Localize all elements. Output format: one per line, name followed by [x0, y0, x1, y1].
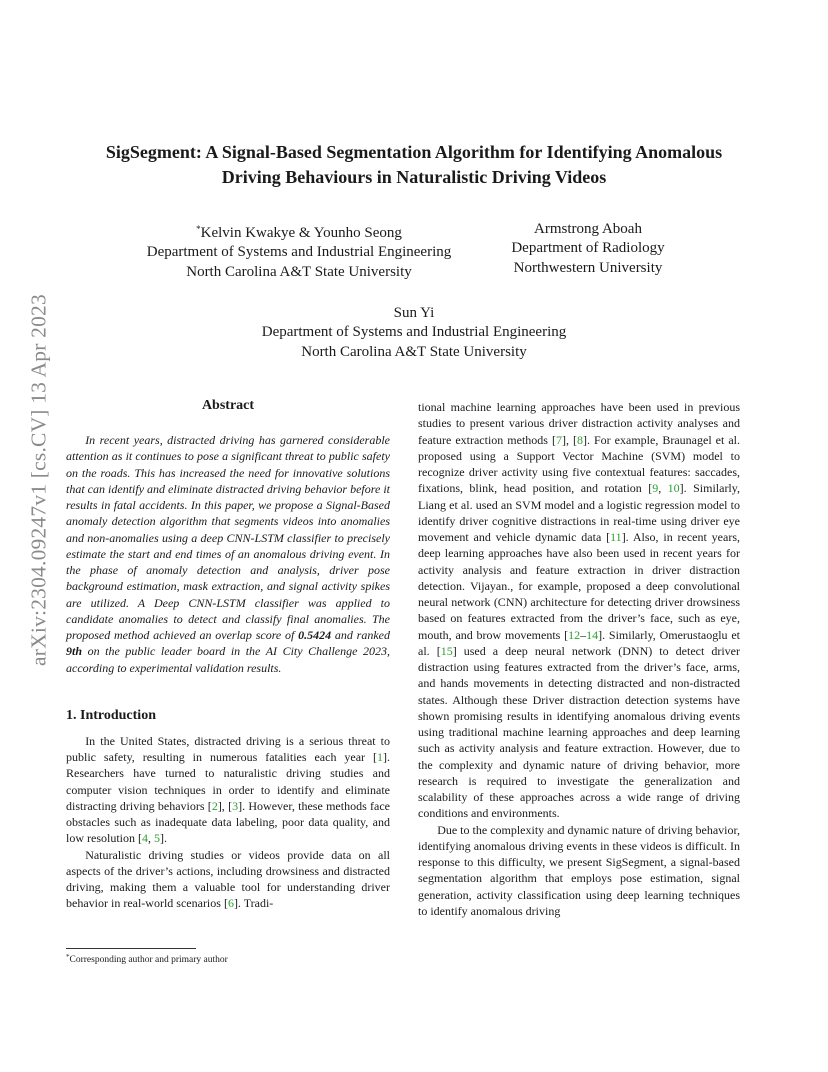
author-group-2 [488, 220, 688, 278]
abstract-part: on the public leader board in the AI City Challenge 2023, according to experimental validation results. [66, 644, 390, 675]
citation-link[interactable]: 2 [211, 798, 218, 813]
author-names: Sun Yi [393, 305, 435, 321]
intro-paragraph-3: Due to the complexity and dynamic nature of driving behavior, identifying anomalous driving events in these videos is difficult. In response to this difficulty, we present SigSegment, a signal-based segmentation algorithm that employs pose estimation, signal generation, activity classification using deep learning techniques to identify anomalous driving [418, 822, 740, 918]
text-run: In the United States, distracted driving is a serious threat to public safety, resulting in numerous fatalities each year [ [66, 733, 390, 764]
author-group-3 [164, 304, 664, 362]
abstract-part: and ranked [331, 628, 390, 642]
citation-link[interactable]: 3 [232, 798, 239, 813]
text-run: ]. For example, Braunagel et al. proposed using a Support Vector Machine (SVM) model to recognize driver activity using five contextual features: saccades, fixations, blink, head position, and rotation [ [418, 432, 740, 496]
text-run: ]. Also, in recent years, deep learning approaches have also been used in recent years for activity analysis and feature extraction in driver distraction detection. Vijayan., for example, proposed a deep convolutional neural network (CNN) architecture for detecting driver drowsiness based on features extracted from the driver’s face, such as eye, mouth, and brow movements [ [418, 530, 740, 642]
author-department: Department of Systems and Industrial Engineering [261, 324, 567, 341]
arxiv-identifier: arXiv:2304.09247v1 [cs.CV] 13 Apr 2023 [26, 294, 51, 666]
text-run: ]. Similarly, Liang et al. used an SVM model and a logistic regression model to identify driver cognitive distractions in real-time using driver eye movement and vehicle dynamic data [ [418, 481, 740, 544]
author-institution: North Carolina A&T State University [301, 343, 527, 360]
citation-link[interactable]: 1 [377, 750, 383, 764]
citation-link[interactable]: 7 [555, 432, 562, 447]
paper-title [60, 140, 768, 190]
citation-link[interactable]: 5 [154, 831, 160, 846]
citation-link[interactable]: 8 [577, 432, 583, 447]
author-names: Kelvin Kwakye & Younho Seong [200, 225, 402, 241]
text-run: – [580, 627, 587, 642]
right-column [418, 399, 740, 919]
author-department: Department of Systems and Industrial Engineering [146, 244, 452, 261]
abstract-text [66, 432, 390, 676]
citation-link[interactable]: 15 [440, 643, 453, 658]
overlap-score: 0.5424 [298, 628, 332, 642]
title-line-2: Driving Behaviours in Naturalistic Driving Videos [221, 167, 607, 187]
footnote [66, 951, 228, 966]
footnote-divider [66, 948, 196, 949]
author-names: Armstrong Aboah [534, 221, 642, 237]
footnote-mark: * [66, 953, 70, 961]
corresponding-mark: * [196, 224, 201, 234]
citation-link[interactable]: 6 [227, 896, 234, 911]
leaderboard-rank: 9th [66, 644, 83, 659]
citation-link[interactable]: 4 [142, 831, 148, 846]
text-run: ]. [160, 831, 167, 846]
citation-link[interactable]: 9 [652, 481, 659, 496]
citation-link[interactable]: 10 [667, 481, 680, 496]
text-run: ], [ [217, 798, 233, 813]
text-run: Naturalistic driving studies or videos provide data on all aspects of the driver’s actions, including drowsiness and distracted driving, making them a valuable tool for understanding driver behavior in real-world scenarios [ [66, 847, 390, 911]
author-department: Department of Radiology [511, 240, 665, 257]
abstract-heading: Abstract [201, 398, 255, 413]
arxiv-sidebar [26, 285, 52, 675]
intro-paragraph-1 [66, 733, 390, 847]
text-run: , [658, 481, 668, 496]
title-line-1: SigSegment: A Signal-Based Segmentation Algorithm for Identifying Anomalous [105, 142, 723, 162]
citation-link[interactable]: 11 [610, 530, 622, 544]
author-institution: North Carolina A&T State University [186, 263, 412, 280]
citation-link[interactable]: 12 [568, 627, 581, 642]
intro-paragraph-2-start [66, 847, 390, 912]
text-run: ]. However, these methods face obstacles such as inadequate data labeling, poor data quality, and low resolution [ [66, 798, 391, 846]
text-run: , [148, 831, 154, 846]
left-column [66, 396, 390, 912]
text-run: tional machine learning approaches have been used in previous studies to present various driver distraction activity analyses and feature extraction methods [ [418, 400, 740, 447]
text-run: ], [ [561, 432, 577, 447]
footnote-text: Corresponding author and primary author [69, 955, 228, 965]
author-group-1 [128, 220, 470, 282]
citation-link[interactable]: 14 [586, 627, 599, 642]
abstract-part: In recent years, distracted driving has garnered considerable attention as it continues to pose a significant threat to public safety on the roads. This has increased the need for innovative solutions that can identify and eliminate distracted driving behavior before it results in fatal accidents. In this paper, we propose a Signal-Based anomaly detection algorithm that segments videos into anomalies and non-anomalies using a deep CNN-LSTM classifier to precisely estimate the start and end times of an anomalous driving event. In the phase of anomaly detection and analysis, driver pose background estimation, mask extraction, and signal activity spikes are utilized. A Deep CNN-LSTM classifier was applied to candidate anomalies to detect and classify final anomalies. The proposed method achieved an overlap score of [66, 433, 390, 642]
text-run: ] used a deep neural network (DNN) to detect driver distraction using features extracted from the driver’s face, arms, and hands movements in detecting distracted and non-distracted states. Although these Driver distraction detection systems have shown promising results in identifying anomalous driving events using traditional machine learning approaches and deep learning such as activity analysis and feature extraction. However, due to the complexity and dynamic nature of driving behavior, more research is required to investigate the generalization and scalability of these approaches across a wide range of driving conditions and environments. [418, 643, 740, 821]
text-run: ]. Similarly, Omerustaoglu et al. [ [418, 627, 741, 658]
text-run: ]. Researchers have turned to naturalistic driving studies and computer vision techniques in order to identify and eliminate distracting driving behaviors [ [66, 750, 390, 813]
section-heading-introduction: 1. Introduction [66, 707, 156, 723]
text-run: ]. Tradi- [233, 896, 274, 911]
intro-paragraph-2-continued [418, 399, 740, 822]
author-institution: Northwestern University [513, 259, 663, 276]
